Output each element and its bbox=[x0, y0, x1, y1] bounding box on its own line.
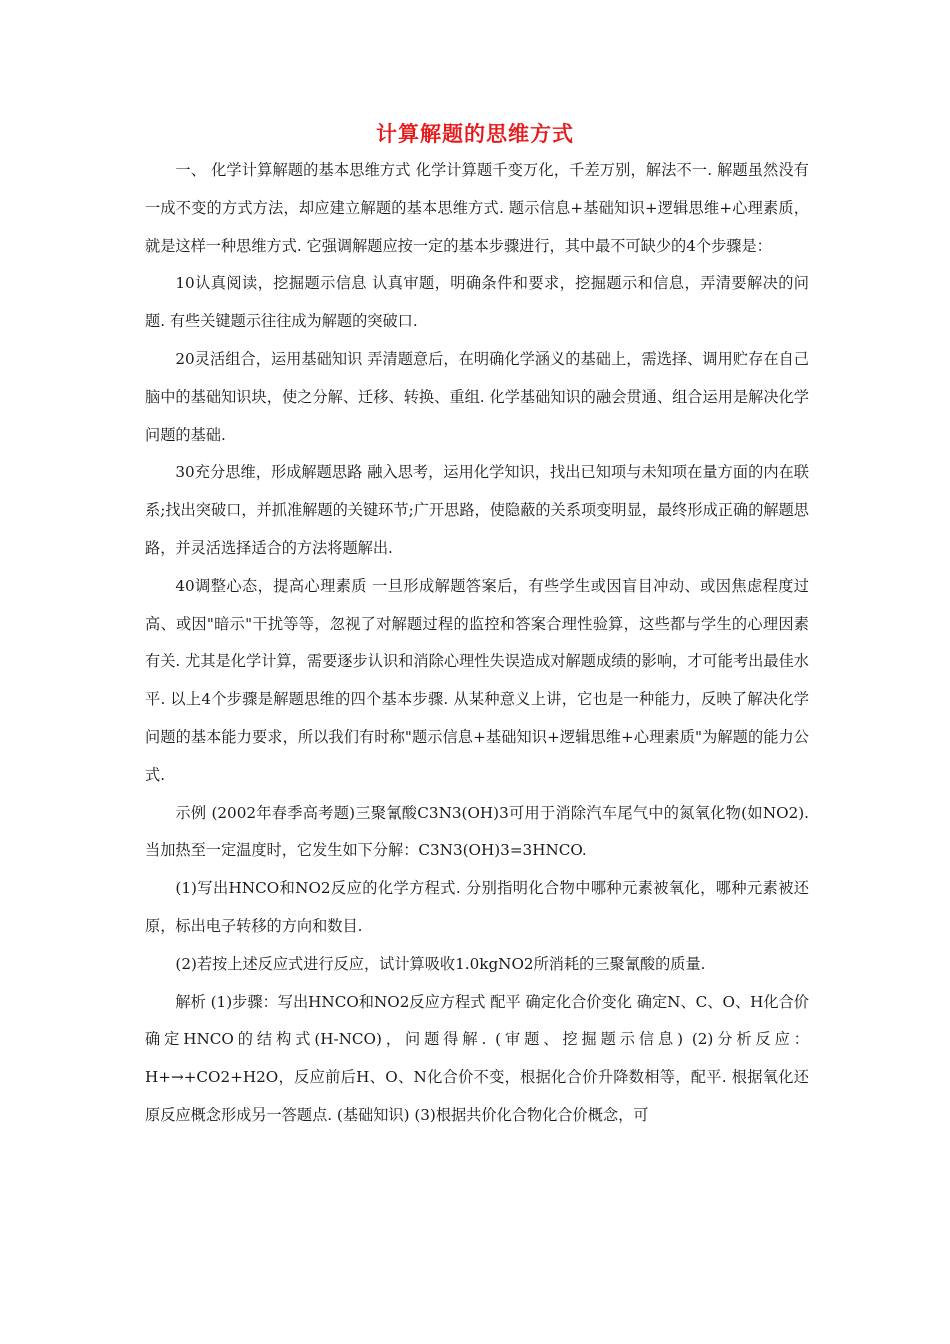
document-title: 计算解题的思维方式 bbox=[376, 122, 574, 146]
paragraph-intro: 一、 化学计算解题的基本思维方式 化学计算题千变万化，千差万别，解法不一. 解题虽然没有一成不变的方式方法，却应建立解题的基本思维方式. 题示信息+基础知识+逻辑思维+心理素质，就是这样一种思维方式. 它强调解题应按一定的基本步骤进行，其中最不可缺少的4个步骤是： bbox=[145, 161, 809, 255]
document-body bbox=[145, 152, 809, 1135]
paragraph-step-2: 20灵活组合，运用基础知识 弄清题意后，在明确化学涵义的基础上，需选择、调用贮存在自己脑中的基础知识块，使之分解、迁移、转换、重组. 化学基础知识的融会贯通、组合运用是解决化学问题的基础. bbox=[145, 349, 809, 444]
paragraph-question-2: (2)若按上述反应式进行反应，试计算吸收1.0kgNO2所消耗的三聚氰酸的质量. bbox=[175, 954, 706, 973]
paragraph-example: 示例 (2002年春季高考题)三聚氰酸C3N3(OH)3可用于消除汽车尾气中的氮氧化物(如NO2). 当加热至一定温度时，它发生如下分解：C3N3(OH)3=3HNCO. bbox=[145, 803, 809, 860]
paragraph-step-3: 30充分思维，形成解题思路 融入思考，运用化学知识，找出已知项与未知项在量方面的内在联系;找出突破口，并抓准解题的关键环节;广开思路，使隐蔽的关系项变明显，最终形成正确的解题思路，并灵活选择适合的方法将题解出. bbox=[145, 463, 809, 557]
paragraph-question-1: (1)写出HNCO和NO2反应的化学方程式. 分别指明化合物中哪种元素被氧化，哪种元素被还原，标出电子转移的方向和数目. bbox=[145, 879, 809, 935]
paragraph-step-4: 40调整心态，提高心理素质 一旦形成解题答案后，有些学生或因盲目冲动、或因焦虑程度过高、或因"暗示"干扰等等，忽视了对解题过程的监控和答案合理性验算，这些都与学生的心理因素有关. 尤其是化学计算，需要逐步认识和消除心理性失误造成对解题成绩的影响，才可能考出最佳水平. 以上4个步骤是解题思维的四个基本步骤. 从某种意义上讲，它也是一种能力，反映了解决化学问题的基本能力要求，所以我们有时称"题示信息+基础知识+逻辑思维+心理素质"为解题的能力公式. bbox=[145, 576, 809, 784]
paragraph-step-1: 10认真阅读，挖掘题示信息 认真审题，明确条件和要求，挖掘题示和信息，弄清要解决的问题. 有些关键题示往往成为解题的突破口. bbox=[145, 274, 809, 331]
paragraph-analysis: 解析 (1)步骤：写出HNCO和NO2反应方程式 配平 确定化合价变化 确定N、C、O、H化合价 确定HNCO的结构式(H-NCO)，问题得解. (审题、挖掘题示信息) (2)分析反应：H+→+CO2+H2O，反应前后H、O、N化合价不变，根据化合价升降数相等，配平. 根据氧化还原反应概念形成另一答题点. (基础知识) (3)根据共价化合物化合价概念，可 bbox=[145, 992, 809, 1124]
